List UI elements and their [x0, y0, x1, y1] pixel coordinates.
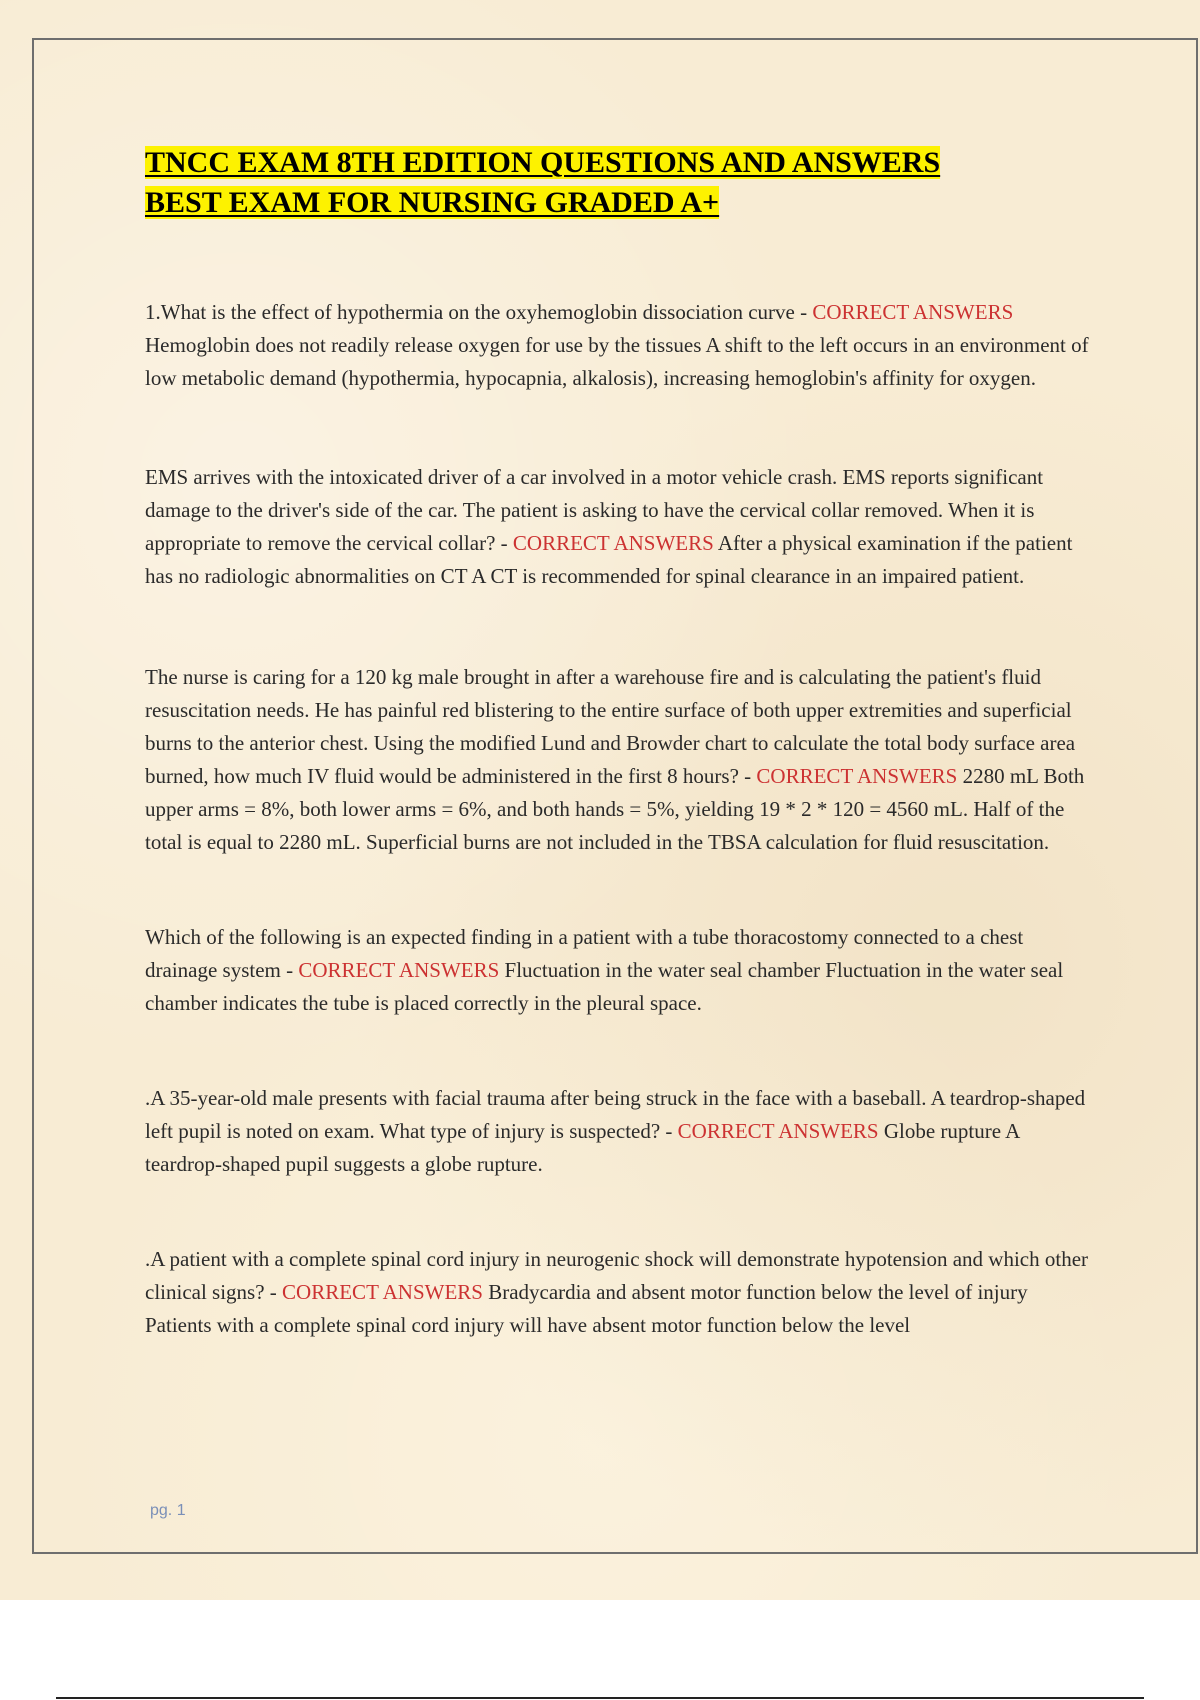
qa-item [145, 1243, 1095, 1342]
qa-item [145, 296, 1095, 395]
question-text: EMS arrives with the intoxicated driver of a car involved in a motor vehicle crash. EMS reports significant damage to the driver's side of the car. The patient is asking to have the cervical collar removed. When it is appropriate to remove the cervical collar? - [145, 465, 1044, 555]
answer-text: Hemoglobin does not readily release oxygen for use by the tissues A shift to the left occurs in an environment of low metabolic demand (hypothermia, hypocapnia, alkalosis), increasing hemoglobin's affinity for oxygen. [145, 333, 1089, 390]
qa-item [145, 661, 1095, 859]
answer-marker: CORRECT ANSWERS [756, 764, 958, 788]
question-text: Which of the following is an expected finding in a patient with a tube thoracostomy connected to a chest drainage system - [145, 925, 1024, 982]
question-text: The nurse is caring for a 120 kg male brought in after a warehouse fire and is calculating the patient's fluid resuscitation needs. He has painful red blistering to the entire surface of both upper extremities and superficial burns to the anterior chest. Using the modified Lund and Browder chart to calculate the total body surface area burned, how much IV fluid would be administered in the first 8 hours? - [145, 665, 1076, 788]
question-text: 1.What is the effect of hypothermia on the oxyhemoglobin dissociation curve - [145, 300, 813, 324]
answer-text: 2280 mL Both upper arms = 8%, both lower arms = 6%, and both hands = 5%, yielding 19 * 2 * 120 = 4560 mL. Half of the total is equal to 2280 mL. Superficial burns are not included in the TBSA calculation for fluid resuscitation. [145, 764, 1085, 854]
answer-marker: CORRECT ANSWERS [512, 531, 714, 555]
answer-text: Fluctuation in the water seal chamber Fluctuation in the water seal chamber indicates the tube is placed correctly in the pleural space. [145, 958, 1064, 1015]
answer-marker: CORRECT ANSWERS [282, 1280, 483, 1304]
answer-text: After a physical examination if the patient has no radiologic abnormalities on CT A CT is recommended for spinal clearance in an impaired patient. [145, 531, 1073, 588]
answer-text: Bradycardia and absent motor function below the level of injury Patients with a complete spinal cord injury will have absent motor function below the level [145, 1280, 1028, 1337]
answer-marker: CORRECT ANSWERS [677, 1119, 879, 1143]
question-text: .A patient with a complete spinal cord injury in neurogenic shock will demonstrate hypotension and which other clinical signs? - [145, 1247, 1089, 1304]
answer-marker: CORRECT ANSWERS [812, 300, 1014, 324]
question-text: .A 35-year-old male presents with facial trauma after being struck in the face with a baseball. A teardrop-shaped left pupil is noted on exam. What type of injury is suspected? - [145, 1086, 1086, 1143]
bottom-divider [56, 1697, 1144, 1699]
qa-item [145, 921, 1095, 1020]
qa-item [145, 1082, 1095, 1181]
answer-text: Globe rupture A teardrop-shaped pupil suggests a globe rupture. [145, 1119, 1020, 1176]
qa-list [145, 296, 1095, 1342]
answer-marker: CORRECT ANSWERS [298, 958, 500, 982]
page-number: pg. 1 [150, 1502, 186, 1519]
qa-item [145, 461, 1095, 593]
title-line-2: BEST EXAM FOR NURSING GRADED A+ [145, 186, 720, 219]
title-line-1: TNCC EXAM 8TH EDITION QUESTIONS AND ANSWERS [145, 146, 941, 179]
document-title [145, 143, 1045, 223]
